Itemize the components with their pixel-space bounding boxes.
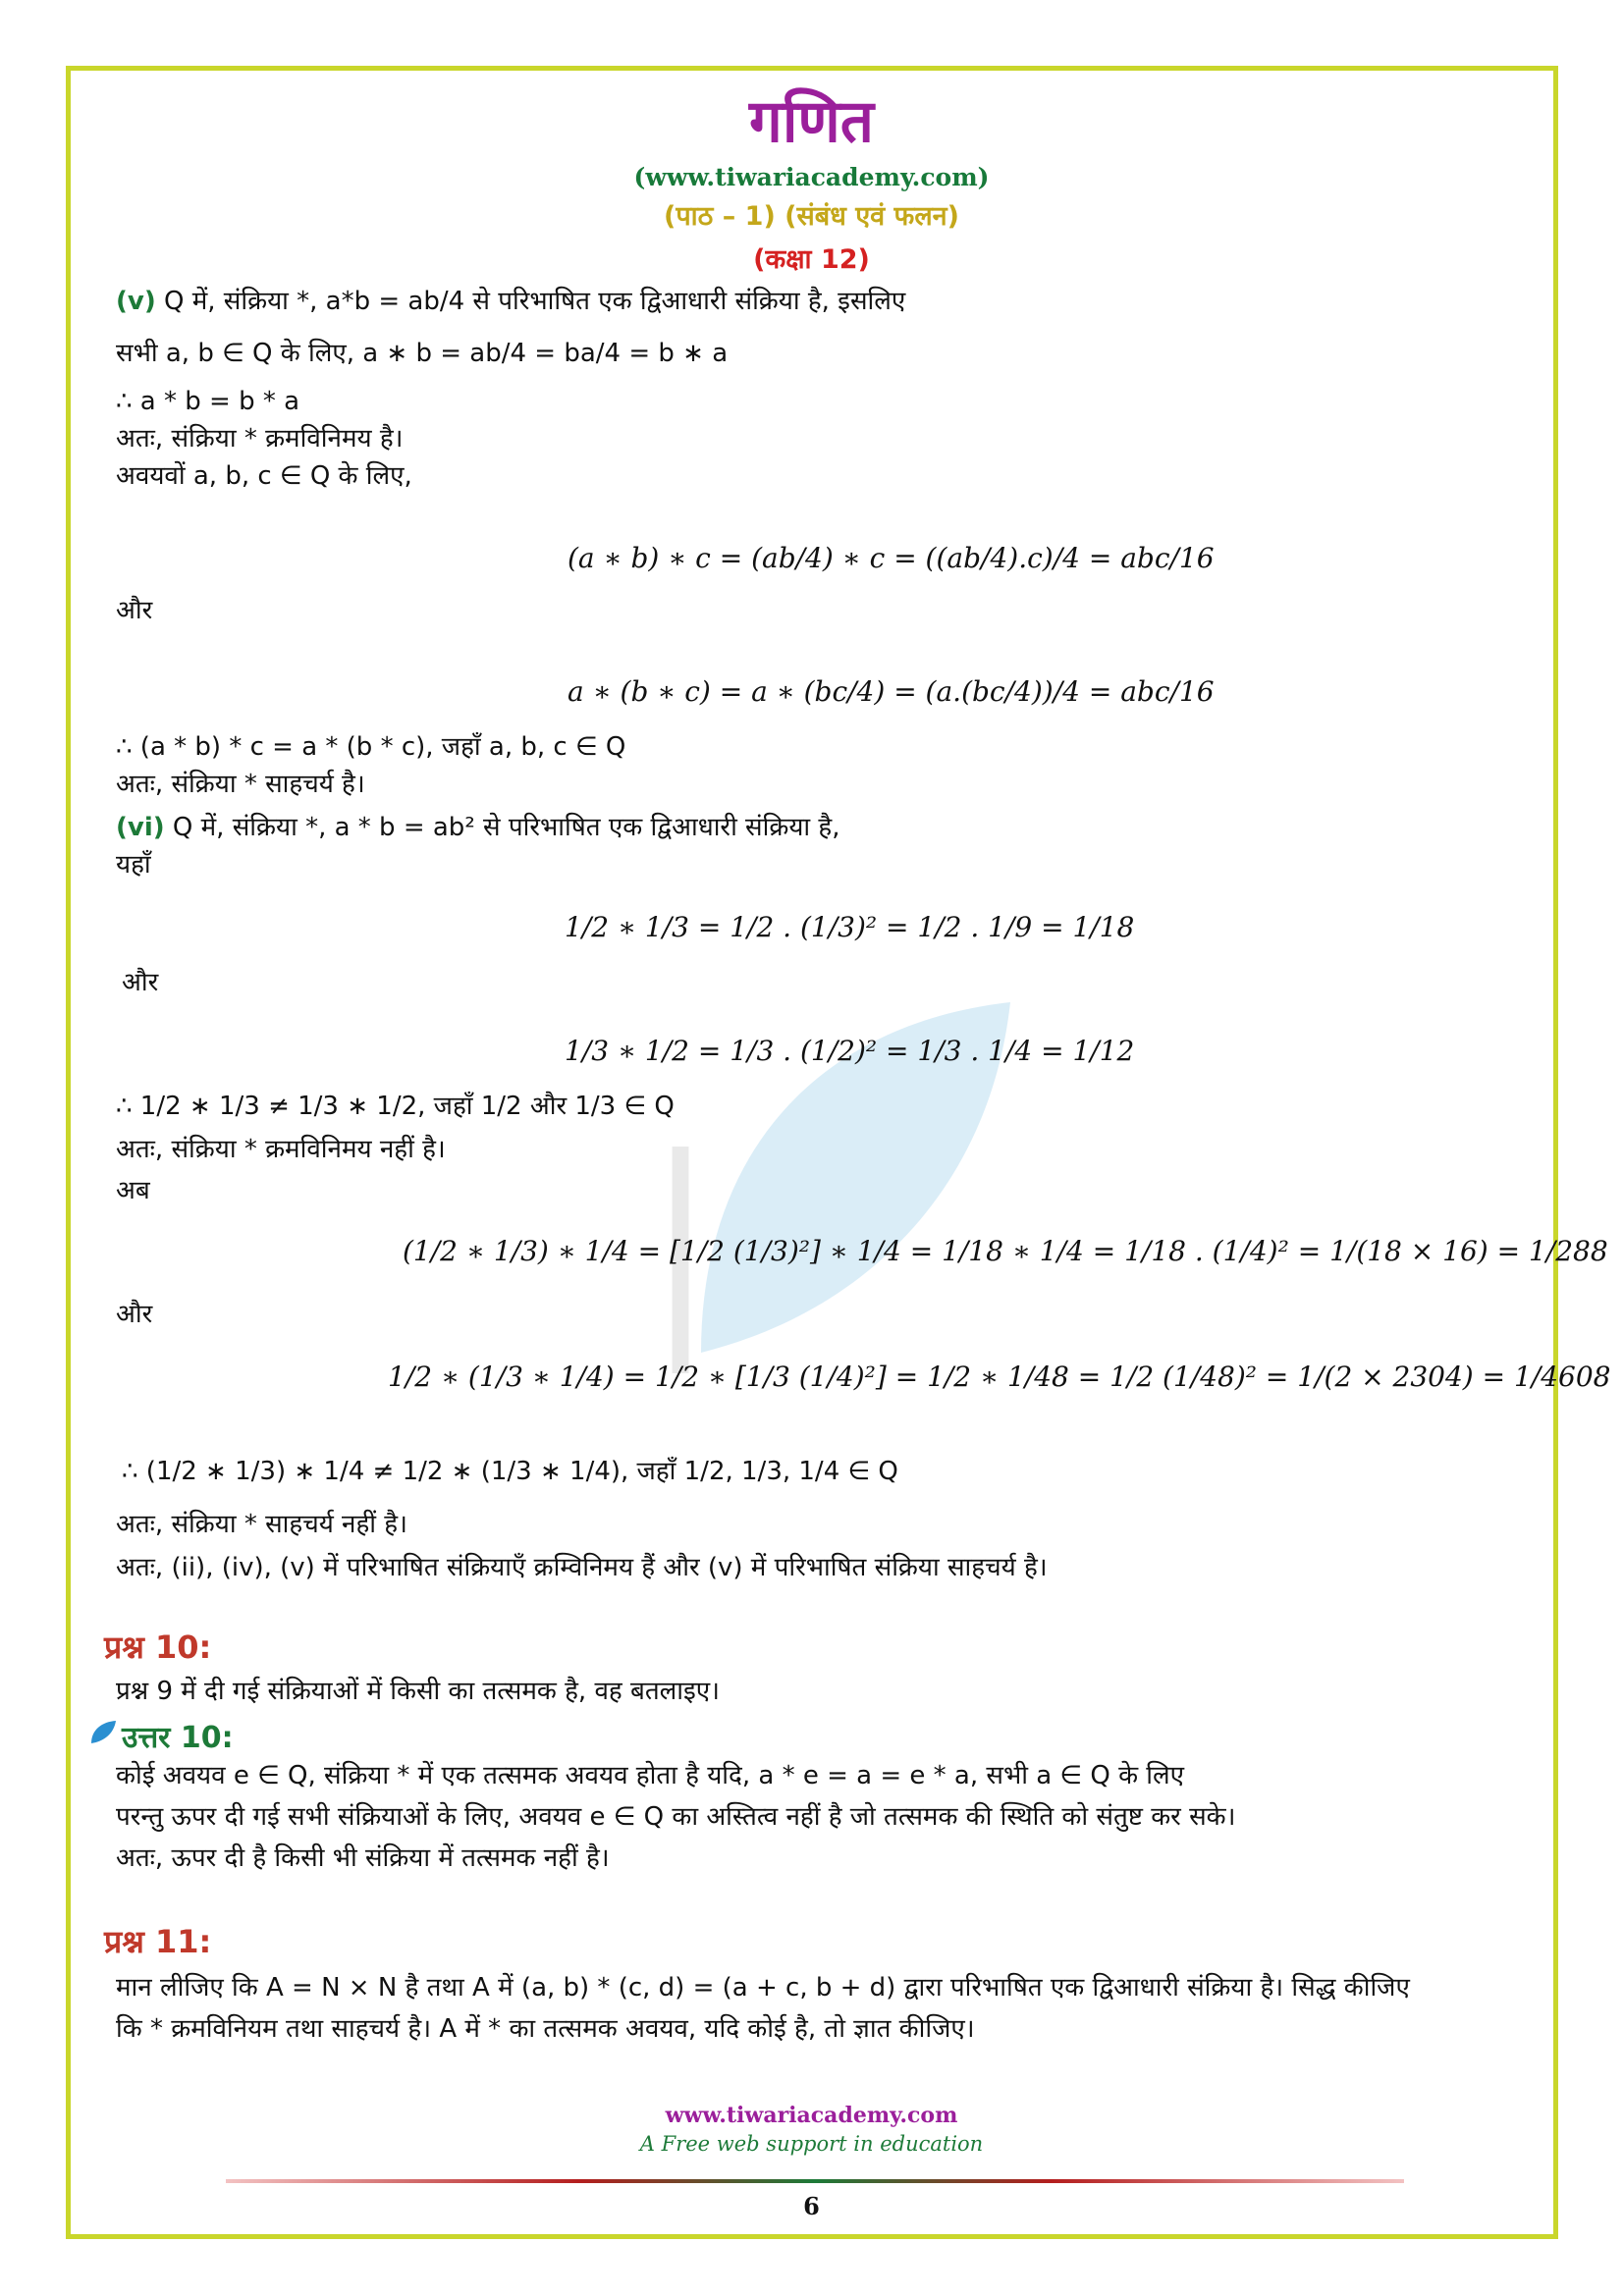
part-v-line4: अतः, संक्रिया * क्रमविनिमय है। — [116, 424, 404, 454]
footer-website: www.tiwariacademy.com — [665, 2103, 958, 2128]
part-v-line6: ∴ (a * b) * c = a * (b * c), जहाँ a, b, c ∈ Q — [116, 732, 626, 762]
part-vi-equation2: 1/3 ∗ 1/2 = 1/3 . (1/2)² = 1/3 . 1/4 = 1/12 — [565, 1035, 1135, 1067]
part-vi-line5: अब — [116, 1176, 150, 1205]
chapter-label: (पाठ – 1) (संबंध एवं फलन) — [664, 201, 959, 232]
part-v-line1: (v) Q में, संक्रिया *, a*b = ab/4 से परिभाषित एक द्विआधारी संक्रिया है, इसलिए — [116, 287, 906, 316]
part-v-line5: अवयवों a, b, c ∈ Q के लिए, — [116, 461, 412, 491]
part-vi-line2: यहाँ — [116, 850, 151, 880]
header-website: (www.tiwariacademy.com) — [633, 163, 990, 191]
question-11-heading: प्रश्न 11: — [104, 1923, 212, 1960]
part-vi-and1: और — [122, 968, 159, 997]
part-v-and1: और — [116, 596, 153, 625]
part-vi-and2: और — [116, 1300, 153, 1329]
tiwari-leaf-icon — [88, 1720, 118, 1745]
question-10-heading: प्रश्न 10: — [104, 1629, 212, 1666]
page-number: 6 — [803, 2192, 820, 2220]
part-vi-line3: ∴ 1/2 ∗ 1/3 ≠ 1/3 ∗ 1/2, जहाँ 1/2 और 1/3 ∈ Q — [116, 1092, 675, 1121]
part-v-line3: ∴ a * b = b * a — [116, 387, 300, 416]
part-vi-equation1: 1/2 ∗ 1/3 = 1/2 . (1/3)² = 1/2 . 1/9 = 1/18 — [565, 911, 1135, 943]
question-11-line2: कि * क्रमविनियम तथा साहचर्य है। A में * का तत्समक अवयव, यदि कोई है, तो ज्ञात कीजिए। — [116, 2014, 975, 2044]
answer-10-line2: परन्तु ऊपर दी गई सभी संक्रियाओं के लिए, अवयव e ∈ Q का अस्तित्व नहीं है जो तत्समक की स्थिति को संतुष्ट कर सके। — [116, 1802, 1236, 1832]
part-vi-line1: (vi) Q में, संक्रिया *, a * b = ab² से परिभाषित एक द्विआधारी संक्रिया है, — [116, 813, 840, 842]
part-v-line2: सभी a, b ∈ Q के लिए, a ∗ b = ab/4 = ba/4 = b ∗ a — [116, 339, 729, 368]
part-vi-equation4: 1/2 ∗ (1/3 ∗ 1/4) = 1/2 ∗ [1/3 (1/4)²] = 1/2 ∗ 1/48 = 1/2 (1/48)² = 1/(2 × 2304) = 1/4608 — [388, 1361, 1611, 1393]
answer-10-heading: उत्तर 10: — [122, 1721, 234, 1755]
part-vi-line7: अतः, संक्रिया * साहचर्य नहीं है। — [116, 1510, 407, 1539]
part-v-label: (v) — [116, 287, 156, 316]
part-vi-line4: अतः, संक्रिया * क्रमविनिमय नहीं है। — [116, 1135, 446, 1164]
part-v-line7: अतः, संक्रिया * साहचर्य है। — [116, 770, 365, 799]
part-v-equation1: (a ∗ b) ∗ c = (ab/4) ∗ c = ((ab/4).c)/4 = abc/16 — [568, 542, 1215, 574]
part-vi-line6: ∴ (1/2 ∗ 1/3) ∗ 1/4 ≠ 1/2 ∗ (1/3 ∗ 1/4), जहाँ 1/2, 1/3, 1/4 ∈ Q — [122, 1457, 898, 1486]
part-vi-equation3: (1/2 ∗ 1/3) ∗ 1/4 = [1/2 (1/3)²] ∗ 1/4 = 1/18 ∗ 1/4 = 1/18 . (1/4)² = 1/(18 × 16) = 1/288 — [403, 1235, 1608, 1267]
answer-10-line3: अतः, ऊपर दी है किसी भी संक्रिया में तत्समक नहीं है। — [116, 1843, 610, 1873]
page-title: गणित — [749, 87, 874, 156]
class-label: (कक्षा 12) — [753, 244, 870, 275]
part-vi-label: (vi) — [116, 813, 165, 842]
question-11-line1: मान लीजिए कि A = N × N है तथा A में (a, b) * (c, d) = (a + c, b + d) द्वारा परिभाषित एक द्विआधारी संक्रिया है। सिद्ध कीजिए — [116, 1973, 1410, 2002]
answer-10-line1: कोई अवयव e ∈ Q, संक्रिया * में एक तत्समक अवयव होता है यदि, a * e = a = e * a, सभी a ∈ Q के लिए — [116, 1761, 1185, 1790]
question-10-text: प्रश्न 9 में दी गई संक्रियाओं में किसी का तत्समक है, वह बतलाइए। — [116, 1677, 721, 1706]
part-v-equation2: a ∗ (b ∗ c) = a ∗ (bc/4) = (a.(bc/4))/4 = abc/16 — [568, 675, 1215, 708]
part-vi-line8: अतः, (ii), (iv), (v) में परिभाषित संक्रियाएँ क्रम्विनिमय हैं और (v) में परिभाषित संक्रिया साहचर्य है। — [116, 1553, 1048, 1582]
footer-tagline: A Free web support in education — [639, 2132, 984, 2156]
footer-divider — [226, 2179, 1404, 2183]
